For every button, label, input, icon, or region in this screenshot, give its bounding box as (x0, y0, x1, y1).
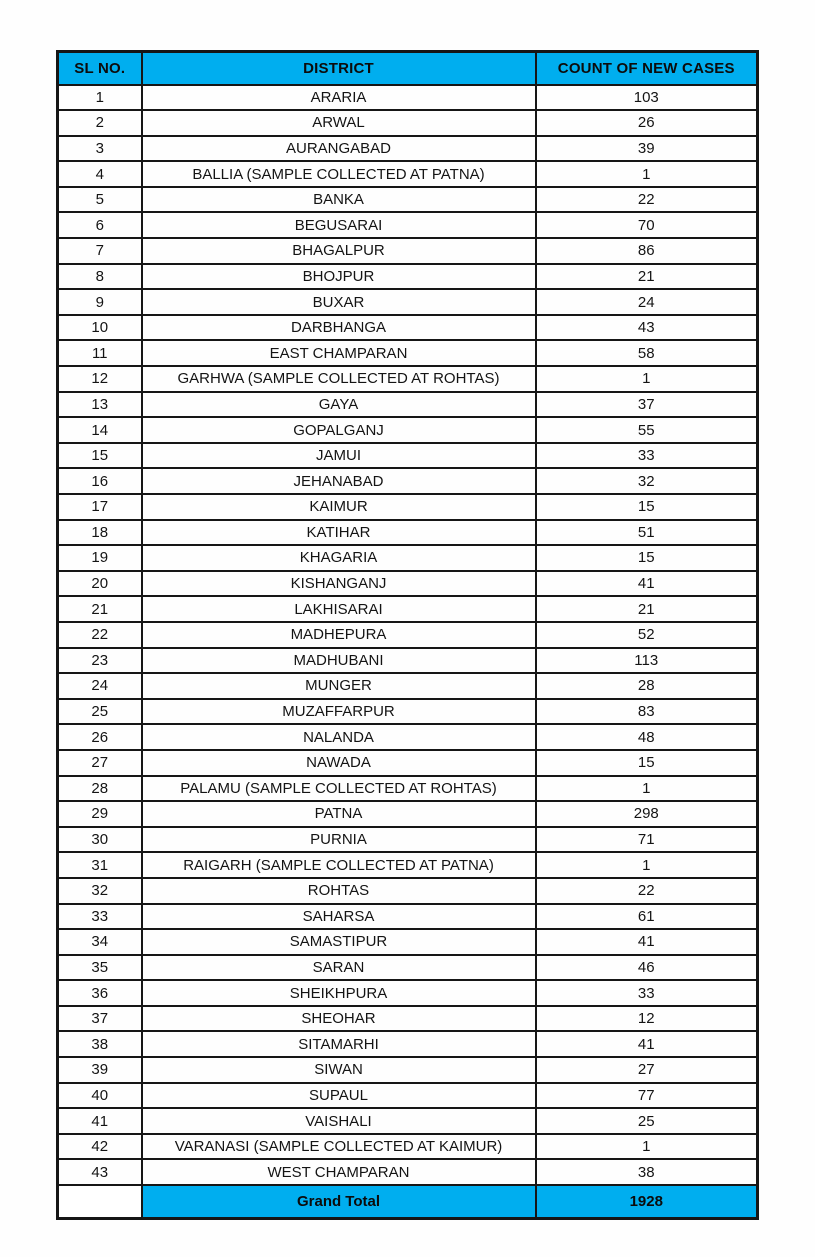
table-row (58, 340, 758, 366)
district-cell: ARARIA (142, 85, 536, 111)
sl-no-cell: 2 (58, 110, 142, 136)
district-cell: BHOJPUR (142, 264, 536, 290)
district-cell: PATNA (142, 801, 536, 827)
sl-no-cell: 22 (58, 622, 142, 648)
district-cell: BALLIA (SAMPLE COLLECTED AT PATNA) (142, 161, 536, 187)
district-cell: EAST CHAMPARAN (142, 340, 536, 366)
table-row (58, 776, 758, 802)
count-cell: 26 (536, 110, 758, 136)
sl-no-cell: 42 (58, 1134, 142, 1160)
sl-no-cell: 19 (58, 545, 142, 571)
count-cell: 1 (536, 366, 758, 392)
district-cell: SITAMARHI (142, 1031, 536, 1057)
count-cell: 21 (536, 596, 758, 622)
sl-no-cell: 17 (58, 494, 142, 520)
count-cell: 32 (536, 468, 758, 494)
district-cell: VARANASI (SAMPLE COLLECTED AT KAIMUR) (142, 1134, 536, 1160)
table-row (58, 136, 758, 162)
table-row (58, 110, 758, 136)
sl-no-cell: 31 (58, 852, 142, 878)
table-row (58, 161, 758, 187)
sl-no-cell: 41 (58, 1108, 142, 1134)
table-row (58, 980, 758, 1006)
count-cell: 46 (536, 955, 758, 981)
district-cell: BEGUSARAI (142, 212, 536, 238)
sl-no-cell: 13 (58, 392, 142, 418)
count-cell: 33 (536, 980, 758, 1006)
header-sl-no: SL NO. (58, 52, 142, 85)
district-cell: NAWADA (142, 750, 536, 776)
count-cell: 28 (536, 673, 758, 699)
sl-no-cell: 33 (58, 904, 142, 930)
table-row (58, 699, 758, 725)
header-district: DISTRICT (142, 52, 536, 85)
table-row (58, 673, 758, 699)
table-row (58, 392, 758, 418)
count-cell: 39 (536, 136, 758, 162)
count-cell: 55 (536, 417, 758, 443)
table-header (58, 52, 758, 85)
count-cell: 25 (536, 1108, 758, 1134)
grand-total-blank-cell (58, 1185, 142, 1218)
sl-no-cell: 10 (58, 315, 142, 341)
table-row (58, 622, 758, 648)
table-row (58, 1057, 758, 1083)
district-cell: VAISHALI (142, 1108, 536, 1134)
header-row (58, 52, 758, 85)
district-cell: SHEOHAR (142, 1006, 536, 1032)
count-cell: 61 (536, 904, 758, 930)
count-cell: 15 (536, 750, 758, 776)
sl-no-cell: 18 (58, 520, 142, 546)
district-cell: KATIHAR (142, 520, 536, 546)
sl-no-cell: 3 (58, 136, 142, 162)
sl-no-cell: 25 (58, 699, 142, 725)
table-row (58, 212, 758, 238)
count-cell: 58 (536, 340, 758, 366)
count-cell: 1 (536, 1134, 758, 1160)
table-row (58, 443, 758, 469)
district-cell: SIWAN (142, 1057, 536, 1083)
sl-no-cell: 4 (58, 161, 142, 187)
count-cell: 43 (536, 315, 758, 341)
district-cell: LAKHISARAI (142, 596, 536, 622)
sl-no-cell: 27 (58, 750, 142, 776)
grand-total-label: Grand Total (142, 1185, 536, 1218)
table-row (58, 315, 758, 341)
table-row (58, 929, 758, 955)
count-cell: 41 (536, 1031, 758, 1057)
table-row (58, 1083, 758, 1109)
count-cell: 41 (536, 571, 758, 597)
header-count-of-new-cases: COUNT OF NEW CASES (536, 52, 758, 85)
table-row (58, 1134, 758, 1160)
count-cell: 37 (536, 392, 758, 418)
table-row (58, 1159, 758, 1185)
table-row (58, 571, 758, 597)
district-cell: KHAGARIA (142, 545, 536, 571)
sl-no-cell: 29 (58, 801, 142, 827)
count-cell: 33 (536, 443, 758, 469)
district-cell: DARBHANGA (142, 315, 536, 341)
district-cell: WEST CHAMPARAN (142, 1159, 536, 1185)
table-row (58, 1108, 758, 1134)
count-cell: 27 (536, 1057, 758, 1083)
count-cell: 1 (536, 852, 758, 878)
sl-no-cell: 32 (58, 878, 142, 904)
sl-no-cell: 34 (58, 929, 142, 955)
count-cell: 71 (536, 827, 758, 853)
grand-total-value: 1928 (536, 1185, 758, 1218)
table-row (58, 264, 758, 290)
sl-no-cell: 35 (58, 955, 142, 981)
sl-no-cell: 37 (58, 1006, 142, 1032)
sl-no-cell: 23 (58, 648, 142, 674)
district-cell: PALAMU (SAMPLE COLLECTED AT ROHTAS) (142, 776, 536, 802)
count-cell: 41 (536, 929, 758, 955)
district-cell: BANKA (142, 187, 536, 213)
count-cell: 103 (536, 85, 758, 111)
district-cell: MADHUBANI (142, 648, 536, 674)
district-cell: SAMASTIPUR (142, 929, 536, 955)
sl-no-cell: 36 (58, 980, 142, 1006)
district-cell: GARHWA (SAMPLE COLLECTED AT ROHTAS) (142, 366, 536, 392)
district-cell: MUNGER (142, 673, 536, 699)
table-row (58, 494, 758, 520)
count-cell: 22 (536, 187, 758, 213)
table-body (58, 85, 758, 1186)
district-cell: SAHARSA (142, 904, 536, 930)
count-cell: 21 (536, 264, 758, 290)
sl-no-cell: 12 (58, 366, 142, 392)
district-cell: JAMUI (142, 443, 536, 469)
table-row (58, 750, 758, 776)
sl-no-cell: 14 (58, 417, 142, 443)
count-cell: 12 (536, 1006, 758, 1032)
count-cell: 38 (536, 1159, 758, 1185)
count-cell: 24 (536, 289, 758, 315)
table-row (58, 238, 758, 264)
table-row (58, 904, 758, 930)
sl-no-cell: 7 (58, 238, 142, 264)
table-row (58, 545, 758, 571)
district-cell: MUZAFFARPUR (142, 699, 536, 725)
count-cell: 22 (536, 878, 758, 904)
count-cell: 15 (536, 545, 758, 571)
table-row (58, 289, 758, 315)
sl-no-cell: 11 (58, 340, 142, 366)
district-cell: MADHEPURA (142, 622, 536, 648)
sl-no-cell: 15 (58, 443, 142, 469)
district-cell: BUXAR (142, 289, 536, 315)
district-cell: ROHTAS (142, 878, 536, 904)
count-cell: 70 (536, 212, 758, 238)
district-cell: AURANGABAD (142, 136, 536, 162)
table-row (58, 852, 758, 878)
sl-no-cell: 9 (58, 289, 142, 315)
table-row (58, 366, 758, 392)
sl-no-cell: 30 (58, 827, 142, 853)
count-cell: 83 (536, 699, 758, 725)
sl-no-cell: 6 (58, 212, 142, 238)
district-cell: SUPAUL (142, 1083, 536, 1109)
table-row (58, 417, 758, 443)
table-row (58, 801, 758, 827)
district-cell: GOPALGANJ (142, 417, 536, 443)
table-row (58, 827, 758, 853)
sl-no-cell: 21 (58, 596, 142, 622)
grand-total-row (58, 1185, 758, 1218)
count-cell: 48 (536, 724, 758, 750)
district-cell: JEHANABAD (142, 468, 536, 494)
count-cell: 52 (536, 622, 758, 648)
table-row (58, 187, 758, 213)
table-row (58, 1031, 758, 1057)
district-cell: KISHANGANJ (142, 571, 536, 597)
sl-no-cell: 5 (58, 187, 142, 213)
sl-no-cell: 38 (58, 1031, 142, 1057)
table-row (58, 468, 758, 494)
district-cell: KAIMUR (142, 494, 536, 520)
district-cell: PURNIA (142, 827, 536, 853)
count-cell: 51 (536, 520, 758, 546)
count-cell: 1 (536, 161, 758, 187)
district-cell: BHAGALPUR (142, 238, 536, 264)
district-cell: NALANDA (142, 724, 536, 750)
district-cell: RAIGARH (SAMPLE COLLECTED AT PATNA) (142, 852, 536, 878)
sl-no-cell: 26 (58, 724, 142, 750)
sl-no-cell: 28 (58, 776, 142, 802)
table-row (58, 520, 758, 546)
count-cell: 113 (536, 648, 758, 674)
district-cell: SARAN (142, 955, 536, 981)
sl-no-cell: 20 (58, 571, 142, 597)
count-cell: 77 (536, 1083, 758, 1109)
count-cell: 86 (536, 238, 758, 264)
sl-no-cell: 43 (58, 1159, 142, 1185)
table-row (58, 596, 758, 622)
sl-no-cell: 24 (58, 673, 142, 699)
table-footer (58, 1185, 758, 1218)
sl-no-cell: 40 (58, 1083, 142, 1109)
table-row (58, 1006, 758, 1032)
table-row (58, 648, 758, 674)
sl-no-cell: 39 (58, 1057, 142, 1083)
table-row (58, 878, 758, 904)
count-cell: 298 (536, 801, 758, 827)
sl-no-cell: 8 (58, 264, 142, 290)
district-cell: ARWAL (142, 110, 536, 136)
table-row (58, 955, 758, 981)
district-new-cases-table (56, 50, 759, 1220)
table-row (58, 85, 758, 111)
district-cell: GAYA (142, 392, 536, 418)
count-cell: 1 (536, 776, 758, 802)
count-cell: 15 (536, 494, 758, 520)
sl-no-cell: 1 (58, 85, 142, 111)
sl-no-cell: 16 (58, 468, 142, 494)
table-row (58, 724, 758, 750)
district-cell: SHEIKHPURA (142, 980, 536, 1006)
